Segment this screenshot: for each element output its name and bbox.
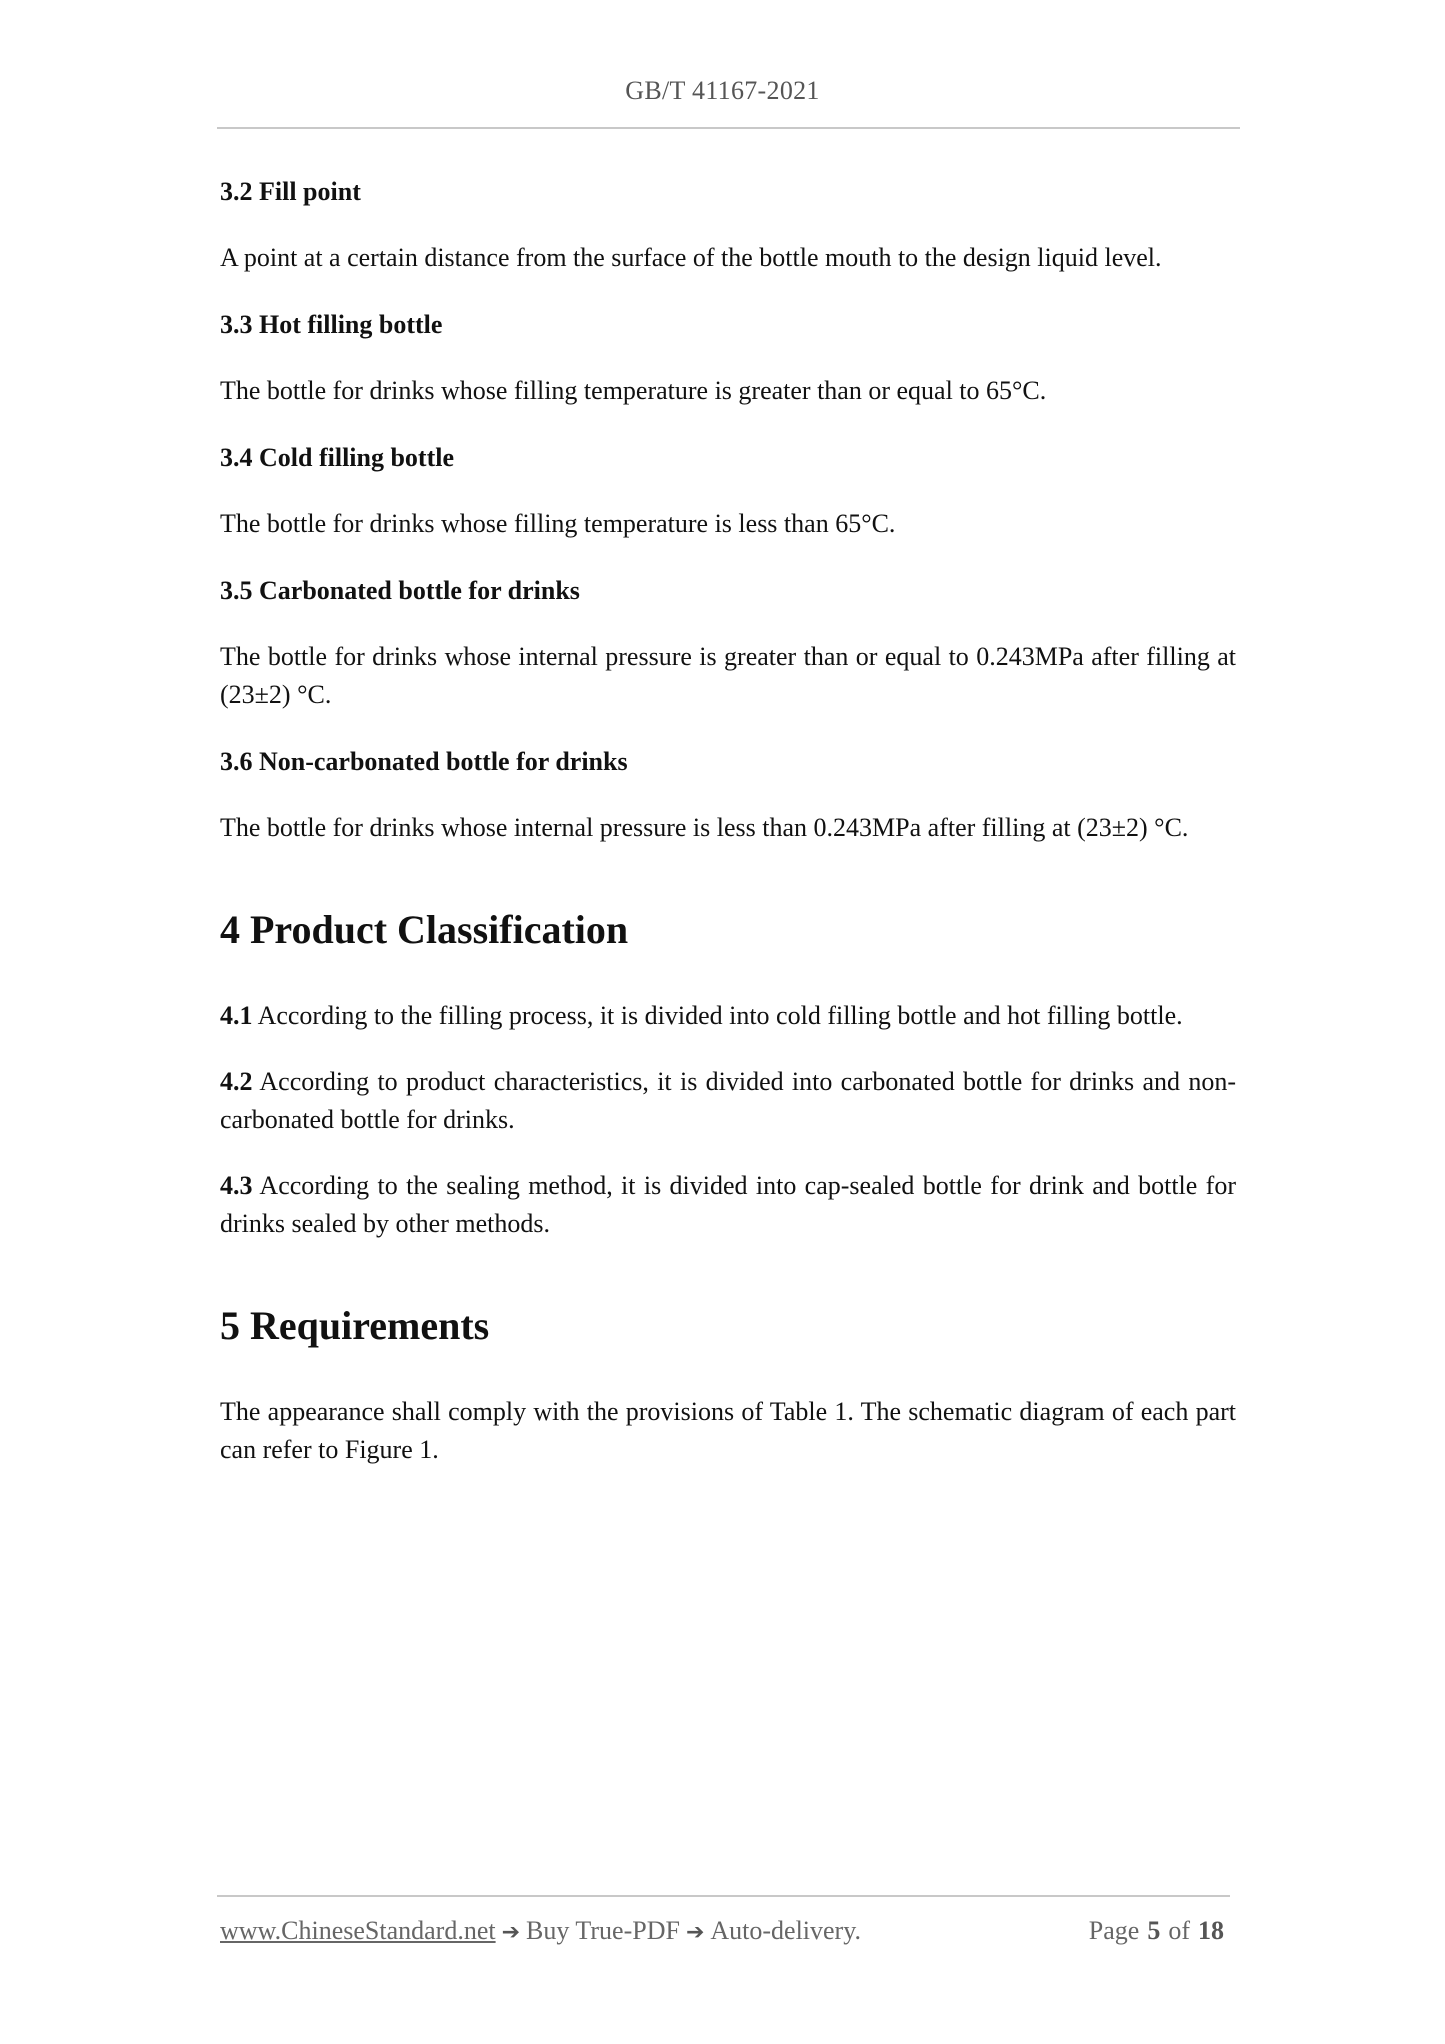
term-definition-3-2: A point at a certain distance from the surface of the bottle mouth to the design liquid level. [220, 243, 1162, 272]
term-heading-3-3: 3.3 Hot filling bottle [220, 310, 443, 339]
term-heading-3-2: 3.2 Fill point [220, 177, 361, 206]
right-arrow-icon: ➔ [685, 1920, 705, 1945]
page-footer [220, 1916, 1230, 1952]
clause-text: According to the sealing method, it is divided into cap-sealed bottle for drink and bottle for drinks sealed by other methods. [220, 1171, 1236, 1238]
footer-links [220, 1916, 861, 1946]
clause-text: According to the filling process, it is divided into cold filling bottle and hot filling bottle. [257, 1001, 1183, 1030]
footer-divider [217, 1895, 1230, 1897]
section-heading-requirements: 5 Requirements [220, 1303, 490, 1348]
auto-delivery-text: Auto-delivery. [710, 1916, 862, 1945]
page-number-indicator [1089, 1916, 1224, 1946]
page-of-label: of [1168, 1916, 1190, 1945]
page-current: 5 [1147, 1916, 1161, 1945]
term-definition-3-6: The bottle for drinks whose internal pressure is less than 0.243MPa after filling at (23±2) °C. [220, 813, 1189, 842]
clause-4-1 [220, 997, 1236, 1035]
clause-4-3 [220, 1167, 1236, 1243]
section-heading-product-classification: 4 Product Classification [220, 907, 629, 952]
term-definition-3-3: The bottle for drinks whose filling temperature is greater than or equal to 65°C. [220, 376, 1047, 405]
site-link[interactable]: www.ChineseStandard.net [220, 1916, 496, 1945]
header-divider [217, 127, 1240, 129]
page-label: Page [1088, 1916, 1140, 1945]
clause-number: 4.2 [220, 1067, 253, 1096]
clause-number: 4.1 [220, 1001, 253, 1030]
term-heading-3-4: 3.4 Cold filling bottle [220, 443, 455, 472]
term-heading-3-5: 3.5 Carbonated bottle for drinks [220, 576, 580, 605]
clause-number: 4.3 [220, 1171, 253, 1200]
document-id-header: GB/T 41167-2021 [625, 76, 820, 105]
page-total: 18 [1198, 1916, 1224, 1945]
term-heading-3-6: 3.6 Non-carbonated bottle for drinks [220, 747, 628, 776]
term-definition-3-5: The bottle for drinks whose internal pressure is greater than or equal to 0.243MPa after filling at (23±2) °C. [220, 642, 1236, 709]
term-definition-3-4: The bottle for drinks whose filling temperature is less than 65°C. [220, 509, 896, 538]
right-arrow-icon: ➔ [501, 1920, 521, 1945]
page-content [220, 172, 1236, 1497]
buy-true-pdf-text: Buy True-PDF [526, 1916, 680, 1945]
requirements-paragraph: The appearance shall comply with the provisions of Table 1. The schematic diagram of each part can refer to Figure 1. [220, 1397, 1236, 1464]
clause-text: According to product characteristics, it is divided into carbonated bottle for drinks and non-carbonated bottle for drinks. [220, 1067, 1237, 1134]
clause-4-2 [220, 1063, 1236, 1139]
